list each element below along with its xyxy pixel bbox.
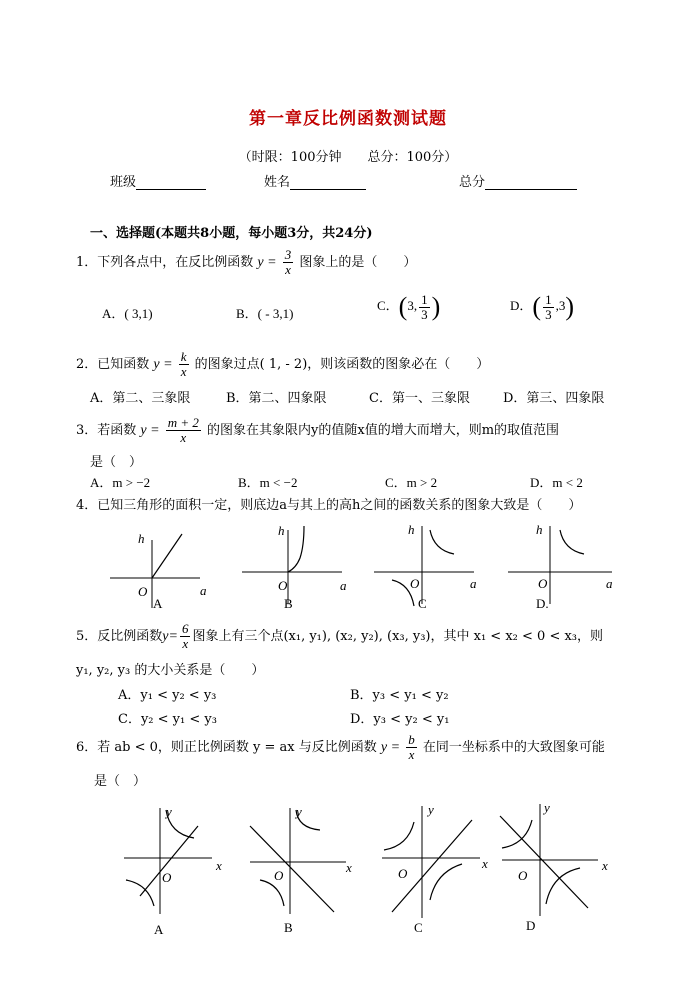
q5-option-a[interactable]: A．y₁ < y₂ < y₃ <box>118 688 217 703</box>
q3-option-d[interactable]: D．m < 2 <box>530 475 583 490</box>
svg-text:O: O <box>518 868 528 883</box>
q2-option-a[interactable]: A．第二、三象限 <box>90 391 191 406</box>
score-field <box>459 171 577 190</box>
q4a-origin: O <box>138 584 148 599</box>
svg-text:O: O <box>410 576 420 591</box>
subtitle: （时限：100分钟 总分：100分） <box>238 150 458 165</box>
svg-text:O: O <box>162 870 172 885</box>
svg-text:O: O <box>398 866 408 881</box>
svg-text:h: h <box>278 523 285 538</box>
q4-label-c: C <box>418 596 427 611</box>
svg-text:a: a <box>606 576 613 591</box>
q5-line2: y₁, y₂, y₃ 的大小关系是（ ） <box>76 663 265 678</box>
name-label: 姓名 <box>264 175 291 190</box>
q2-lead: 2．已知函数 <box>76 357 150 372</box>
q6-graph-c[interactable] <box>382 802 488 935</box>
svg-text:O: O <box>278 578 288 593</box>
svg-text:x: x <box>602 858 608 873</box>
q6-line2: 是（ ） <box>94 774 147 789</box>
q1-lead: 1．下列各点中，在反比例函数 <box>76 255 254 270</box>
question-1 <box>76 248 416 277</box>
question-3 <box>76 416 559 445</box>
q6-graphs <box>110 800 620 940</box>
svg-text:x: x <box>216 858 222 873</box>
svg-text:O: O <box>538 576 548 591</box>
question-6 <box>76 733 605 762</box>
svg-text:h: h <box>408 522 415 537</box>
q1-option-b[interactable]: B．( - 3,1) <box>236 306 294 321</box>
q5-fraction: $\frac{6}{x}$ <box>181 621 189 651</box>
svg-text:y: y <box>544 800 550 815</box>
section-heading: 一、选择题(本题共8小题，每小题3分，共24分) <box>90 226 373 241</box>
q4a-a-label: a <box>200 583 207 598</box>
q5-lead: 5．反比例函数 <box>76 629 163 644</box>
q5-func: y= <box>162 629 178 644</box>
q4-graph-d[interactable] <box>508 522 613 611</box>
svg-text:a: a <box>340 578 347 593</box>
q3-option-b[interactable]: B．m < −2 <box>238 475 298 490</box>
q1-tail: 图象上的是（ ） <box>299 255 417 270</box>
svg-text:x: x <box>346 860 352 875</box>
q4-graph-a[interactable] <box>110 531 207 611</box>
page-title: 第一章反比例函数测试题 <box>249 109 447 129</box>
class-blank[interactable] <box>136 175 206 190</box>
q1-option-a[interactable]: A．( 3,1) <box>102 306 153 321</box>
q6-graph-d[interactable] <box>500 800 608 933</box>
q5-option-c[interactable]: C．y₂ < y₁ < y₃ <box>118 712 217 727</box>
q3-option-c[interactable]: C．m > 2 <box>385 475 438 490</box>
q2-option-d[interactable]: D．第三、四象限 <box>503 391 605 406</box>
question-2 <box>76 350 489 379</box>
q1-option-d[interactable]: D．( $\frac{1}{3}$ ,3) <box>510 291 574 322</box>
q4a-h-label: h <box>138 531 145 546</box>
q6-graph-b[interactable] <box>250 804 352 935</box>
q6-fraction: $\frac{b}{x}$ <box>408 732 415 762</box>
q3-tail: 的图象在其象限内y的值随x值的增大而增大，则m的取值范围 <box>207 423 560 438</box>
svg-text:h: h <box>536 522 543 537</box>
svg-text:y: y <box>428 802 434 817</box>
q3-line2: 是（ ） <box>90 455 143 470</box>
q6-label-d: D <box>526 918 536 933</box>
svg-text:y: y <box>296 804 302 819</box>
q6-label-a: A <box>154 922 164 937</box>
q3-option-a[interactable]: A．m > −2 <box>90 475 151 490</box>
q3-fraction: $\frac{m + 2}{x}$ <box>167 415 199 445</box>
score-label: 总分 <box>459 175 486 190</box>
svg-text:x: x <box>482 856 488 871</box>
class-label: 班级 <box>110 175 137 190</box>
q4-label-a: A <box>153 596 163 611</box>
svg-text:O: O <box>274 868 284 883</box>
q2-fraction: $\frac{k}{x}$ <box>180 349 187 379</box>
q1-func: y = <box>257 255 277 270</box>
question-4: 4．已知三角形的面积一定，则底边a与其上的高h之间的函数关系的图象大致是（ ） <box>76 498 582 513</box>
q5-mid: 图象上有三个点(x₁, y₁), (x₂, y₂), (x₃, y₃)，其中 x₁ < x₂ < 0 < x₃，则 <box>192 629 604 644</box>
svg-text:y: y <box>166 804 172 819</box>
q6-label-c: C <box>414 920 423 935</box>
question-5 <box>76 622 603 651</box>
q6-tail: 在同一坐标系中的大致图象可能 <box>422 740 605 755</box>
q1-option-c[interactable]: C．(3, $\frac{1}{3}$ ) <box>377 291 441 322</box>
q4-label-b: B <box>284 596 293 611</box>
q6-label-b: B <box>284 920 293 935</box>
q2-func: y = <box>153 357 173 372</box>
q6-lead: 6．若 ab < 0，则正比例函数 y = ax 与反比例函数 <box>76 740 377 755</box>
q4-graphs <box>100 520 660 616</box>
q3-func: y = <box>140 423 160 438</box>
q4-label-d: D. <box>536 596 549 611</box>
q2-option-b[interactable]: B．第二、四象限 <box>226 391 327 406</box>
name-field <box>264 171 366 190</box>
q5-option-b[interactable]: B．y₃ < y₁ < y₂ <box>350 688 449 703</box>
score-blank[interactable] <box>485 175 577 190</box>
q6-graph-a[interactable] <box>124 804 222 937</box>
class-field <box>110 171 206 190</box>
q6-func: y = <box>380 740 401 755</box>
svg-text:a: a <box>470 576 477 591</box>
q3-lead: 3．若函数 <box>76 423 137 438</box>
q4-graph-b[interactable] <box>242 523 347 611</box>
q5-option-d[interactable]: D．y₃ < y₂ < y₁ <box>350 712 450 727</box>
q4-graph-c[interactable] <box>374 522 477 611</box>
q1-fraction: $\frac{3}{x}$ <box>284 247 292 277</box>
q2-tail: 的图象过点( 1, - 2)，则该函数的图象必在（ ） <box>194 357 490 372</box>
name-blank[interactable] <box>290 175 366 190</box>
q2-option-c[interactable]: C．第一、三象限 <box>369 391 470 406</box>
